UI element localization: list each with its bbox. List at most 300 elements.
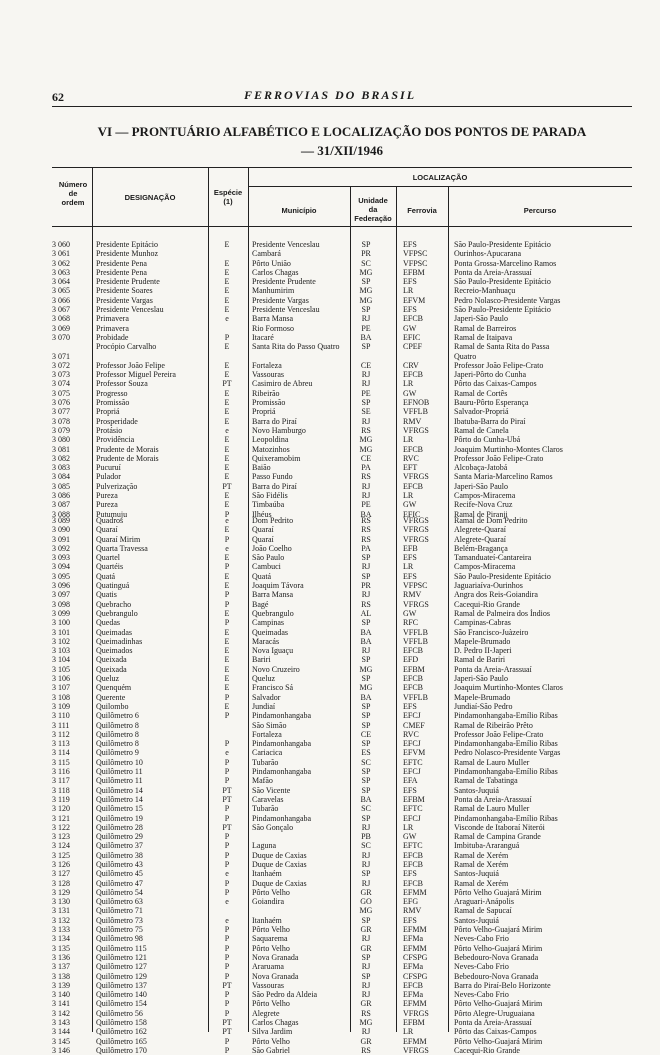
row-designation: Quilômetro 28	[96, 822, 143, 832]
table-row	[52, 544, 632, 553]
row-species: E	[224, 407, 230, 417]
row-designation: Protásio	[96, 425, 123, 435]
row-railway: VFPSC	[403, 581, 428, 591]
row-designation: Quilômetro 8	[96, 720, 139, 730]
row-route: Ramal de Canela	[454, 425, 509, 435]
row-state: PR	[361, 581, 371, 591]
row-municipality: Vassouras	[252, 370, 284, 380]
row-species: E	[224, 571, 230, 581]
table-row	[52, 445, 632, 454]
row-designation: Quilômetro 43	[96, 859, 143, 869]
row-municipality: Ribeirão	[252, 388, 280, 398]
row-designation: Quilômetro 9	[96, 748, 139, 758]
row-number: 3 082	[52, 453, 70, 463]
row-municipality: Cambará	[252, 249, 281, 259]
row-species: E	[224, 240, 230, 249]
row-number: 3 108	[52, 692, 70, 702]
row-number: 3 074	[52, 379, 70, 389]
row-state: RS	[361, 425, 371, 435]
table-row	[52, 674, 632, 683]
row-state: MG	[359, 295, 373, 305]
header-percurso: Percurso	[523, 206, 557, 215]
row-municipality: São Pedro da Aldeia	[252, 990, 318, 1000]
table-row	[52, 981, 632, 990]
row-railway: EFCB	[403, 481, 424, 491]
table-row	[52, 590, 632, 599]
table-row	[52, 841, 632, 850]
row-municipality: Casimiro de Abreu	[252, 379, 313, 389]
row-species: PT	[222, 785, 232, 795]
table-row	[52, 1027, 632, 1036]
table-row	[52, 637, 632, 646]
row-number: 3 125	[52, 850, 70, 860]
row-state: SP	[361, 767, 371, 777]
row-railway: EFTC	[403, 804, 423, 814]
row-state: CE	[360, 360, 372, 370]
row-state: SP	[361, 674, 371, 684]
row-municipality: Maracás	[252, 636, 280, 646]
row-number: 3 067	[52, 305, 70, 315]
row-number: 3 141	[52, 999, 70, 1009]
table-row	[52, 305, 632, 314]
row-designation: Quilombo	[96, 701, 129, 711]
row-municipality: Presidente Vargas	[252, 295, 309, 305]
row-designation: Quilômetro 37	[96, 841, 143, 851]
row-species: e	[225, 897, 229, 907]
row-railway: RVC	[403, 453, 419, 463]
row-route: Pôrto Velho-Guajará Mirim	[454, 925, 543, 935]
row-designation: Promissão	[96, 398, 130, 408]
row-railway: EFS	[403, 305, 417, 315]
row-municipality: Silva Jardim	[252, 1027, 293, 1037]
row-number: 3 073	[52, 370, 70, 380]
row-state: BA	[360, 636, 372, 646]
row-number: 3 111	[52, 720, 70, 730]
row-route: Belém-Bragança	[454, 543, 508, 553]
row-state: RS	[361, 534, 371, 544]
row-species: P	[224, 999, 230, 1009]
row-municipality: Bariri	[252, 655, 271, 665]
row-route: Japeri-Pôrto do Cunha	[454, 370, 526, 380]
row-municipality: Passo Fundo	[252, 472, 293, 482]
row-route: São Paulo-Presidente Epitácio	[454, 240, 551, 249]
row-species: E	[224, 636, 230, 646]
row-species: P	[224, 590, 230, 600]
row-route: Ponta da Areia-Arassuaí	[454, 267, 532, 277]
row-route: Alegrete-Quaraí	[454, 534, 506, 544]
row-municipality: Nova Granada	[252, 952, 299, 962]
row-designation: Presidente Vargas	[96, 295, 153, 305]
row-species: PT	[222, 481, 232, 491]
row-number: 3 106	[52, 674, 70, 684]
row-route: Neves-Cabo Frio	[454, 934, 509, 944]
row-municipality: Barra do Piraí	[252, 416, 297, 426]
row-species: E	[224, 370, 230, 380]
table-top-rule	[52, 167, 632, 168]
row-number: 3 086	[52, 491, 70, 501]
table-row	[52, 869, 632, 878]
row-route: Quatro	[454, 351, 477, 361]
row-designation: Putumuju	[96, 509, 128, 519]
row-state: SP	[361, 739, 371, 749]
row-route: Ibatuba-Barra do Piraí	[454, 416, 526, 426]
row-railway: CFSPG	[403, 952, 428, 962]
row-route: Japeri-São Paulo	[454, 674, 508, 684]
row-railway: RMV	[403, 590, 422, 600]
row-municipality: Presidente Prudente	[252, 277, 316, 287]
row-species: E	[224, 360, 230, 370]
row-state: RJ	[361, 646, 371, 656]
row-number: 3 124	[52, 841, 70, 851]
row-state: RJ	[361, 934, 371, 944]
row-species: P	[224, 962, 230, 972]
row-railway: RFC	[403, 618, 419, 628]
row-municipality: Barra do Piraí	[252, 481, 297, 491]
row-species: P	[224, 841, 230, 851]
row-designation: Progresso	[96, 388, 128, 398]
table-row	[52, 553, 632, 562]
row-designation: Providência	[96, 435, 135, 445]
row-state: SP	[361, 398, 371, 408]
row-route: Pindamonhangaba-Emílio Ribas	[454, 813, 558, 823]
row-number: 3 115	[52, 757, 70, 767]
row-species: E	[224, 581, 230, 591]
row-railway: RMV	[403, 416, 422, 426]
row-species: P	[224, 971, 230, 981]
row-railway: EFCB	[403, 878, 424, 888]
row-state: MG	[359, 906, 373, 916]
row-species: E	[224, 305, 230, 315]
row-route: Ramal de Lauro Muller	[454, 804, 530, 814]
table-row	[52, 702, 632, 711]
row-species: P	[224, 859, 230, 869]
row-municipality: Quatá	[252, 571, 272, 581]
row-municipality: Pôrto Velho	[252, 943, 290, 953]
table-row	[52, 916, 632, 925]
row-designation: Queixada	[96, 664, 127, 674]
row-municipality: Pôrto Velho	[252, 887, 290, 897]
row-railway: EFB	[403, 543, 418, 553]
row-railway: LR	[403, 1027, 414, 1037]
row-species: e	[225, 915, 229, 925]
row-municipality: Nova Iguaçu	[252, 646, 294, 656]
row-designation: Quilômetro 170	[96, 1045, 147, 1055]
row-number: 3 069	[52, 323, 70, 333]
row-number: 3 102	[52, 636, 70, 646]
row-route: Jaguariaíva-Ourinhos	[454, 581, 523, 591]
table-row	[52, 500, 632, 509]
row-species: E	[224, 646, 230, 656]
header-numero-line: Número	[58, 180, 88, 189]
row-route: Araguari-Anápolis	[454, 897, 514, 907]
row-designation: Quilômetro 11	[96, 776, 143, 786]
table-row	[52, 832, 632, 841]
row-state: BA	[360, 794, 372, 804]
row-number: 3 072	[52, 360, 70, 370]
table-row	[52, 1037, 632, 1046]
row-number: 3 090	[52, 525, 70, 535]
row-state: PE	[361, 500, 371, 510]
row-state: SP	[361, 720, 371, 730]
row-municipality: Manhumirim	[252, 286, 295, 296]
row-railway: VFPSC	[403, 258, 428, 268]
row-number: 3 087	[52, 500, 70, 510]
row-state: PE	[361, 388, 371, 398]
row-railway: EFVM	[403, 748, 426, 758]
row-state: PB	[361, 832, 371, 842]
table-row	[52, 240, 632, 249]
table-row	[52, 925, 632, 934]
row-route: Ponta Grossa-Marcelino Ramos	[454, 258, 557, 268]
table-row	[52, 879, 632, 888]
table-row	[52, 944, 632, 953]
row-railway: EFMM	[403, 1036, 427, 1046]
row-route: Professor João Felipe-Crato	[454, 453, 544, 463]
row-number: 3 098	[52, 599, 70, 609]
row-state: MG	[359, 286, 373, 296]
row-municipality: Joaquim Távora	[252, 581, 304, 591]
row-municipality: Promissão	[252, 398, 286, 408]
row-state: SP	[361, 305, 371, 315]
table-row	[52, 286, 632, 295]
row-railway: LR	[403, 562, 414, 572]
row-railway: EFCB	[403, 980, 424, 990]
header-unidade-line: Unidade	[358, 196, 388, 205]
row-number: 3 143	[52, 1018, 70, 1028]
row-number: 3 144	[52, 1027, 70, 1037]
row-number: 3 133	[52, 925, 70, 935]
row-state: PE	[361, 323, 371, 333]
row-municipality: Quixeramobim	[252, 453, 301, 463]
row-number: 3 094	[52, 562, 70, 572]
row-railway: EFD	[403, 655, 419, 665]
row-municipality: São Fidélis	[252, 491, 288, 501]
row-number: 3 060	[52, 240, 70, 249]
row-route: Ramal de Palmeira dos Índios	[454, 608, 550, 618]
row-species: PT	[222, 822, 232, 832]
row-species: P	[224, 509, 230, 519]
table-row	[52, 906, 632, 915]
row-designation: Quilômetro 14	[96, 785, 143, 795]
row-number: 3 091	[52, 534, 70, 544]
row-state: SP	[361, 571, 371, 581]
row-railway: LR	[403, 379, 414, 389]
header-rule	[52, 106, 632, 107]
row-route: Cacequi-Rio Grande	[454, 599, 520, 609]
row-route: Pedro Nolasco-Presidente Vargas	[454, 295, 561, 305]
row-municipality: Bagé	[252, 599, 269, 609]
table-row	[52, 739, 632, 748]
row-designation: Presidente Pena	[96, 267, 147, 277]
row-route: São Paulo-Presidente Epitácio	[454, 277, 551, 287]
row-state: RS	[361, 525, 371, 535]
row-railway: EFNOB	[403, 398, 430, 408]
table-row	[52, 370, 632, 379]
row-route: Campinas-Cabras	[454, 618, 511, 628]
row-municipality: Propriá	[252, 407, 276, 417]
row-route: Ponta da Areia-Arassuaí	[454, 794, 532, 804]
row-municipality: Queimadas	[252, 627, 288, 637]
row-municipality: Presidente Venceslau	[252, 240, 320, 249]
header-numero	[54, 180, 92, 207]
row-state: MG	[359, 664, 373, 674]
table-row	[52, 259, 632, 268]
row-route: Recreio-Manhuaçu	[454, 286, 516, 296]
row-species: e	[225, 869, 229, 879]
row-number: 3 104	[52, 655, 70, 665]
row-municipality: São Paulo	[252, 553, 285, 563]
row-municipality: Jundiaí	[252, 701, 276, 711]
row-species: E	[224, 286, 230, 296]
row-species: E	[224, 295, 230, 305]
row-designation: Quarta Travessa	[96, 543, 148, 553]
row-number: 3 137	[52, 962, 70, 972]
row-railway: RVC	[403, 729, 419, 739]
row-designation: Queluz	[96, 674, 120, 684]
table-row	[52, 999, 632, 1008]
table-row	[52, 249, 632, 258]
row-designation: Prudente de Morais	[96, 444, 159, 454]
table-row	[52, 748, 632, 757]
table-row	[52, 1018, 632, 1027]
row-railway: EFCJ	[403, 711, 421, 721]
row-designation: Pulverização	[96, 481, 138, 491]
row-state: RJ	[361, 822, 371, 832]
row-species: P	[224, 925, 230, 935]
row-designation: Quatinguá	[96, 581, 130, 591]
table-row	[52, 823, 632, 832]
row-number: 3 089	[52, 516, 70, 525]
row-state: AL	[360, 608, 372, 618]
table-row	[52, 962, 632, 971]
row-number: 3 138	[52, 971, 70, 981]
row-number: 3 105	[52, 664, 70, 674]
table-row	[52, 953, 632, 962]
table-row	[52, 525, 632, 534]
row-number: 3 093	[52, 553, 70, 563]
row-municipality: Saquarema	[252, 934, 288, 944]
table-row	[52, 296, 632, 305]
row-number: 3 081	[52, 444, 70, 454]
row-railway: VFRGS	[403, 472, 429, 482]
row-number: 3 132	[52, 915, 70, 925]
table-row	[52, 600, 632, 609]
row-number: 3 127	[52, 869, 70, 879]
row-number: 3 129	[52, 887, 70, 897]
row-number: 3 122	[52, 822, 70, 832]
row-railway: EFMM	[403, 887, 427, 897]
row-route: Pôrto das Caixas-Campos	[454, 379, 537, 389]
row-railway: EFCB	[403, 850, 424, 860]
row-state: RS	[361, 1045, 371, 1055]
row-number: 3 146	[52, 1045, 70, 1055]
row-route: Pôrto Velho-Guajará Mirim	[454, 943, 543, 953]
row-route: Bauru-Pôrto Esperança	[454, 398, 529, 408]
row-species: P	[224, 618, 230, 628]
row-number: 3 128	[52, 878, 70, 888]
row-species: P	[224, 757, 230, 767]
row-municipality: Carlos Chagas	[252, 267, 299, 277]
row-municipality: Barra Mansa	[252, 314, 294, 324]
row-species: P	[224, 1008, 230, 1018]
row-designation: Queimadas	[96, 627, 132, 637]
row-municipality: Barra Mansa	[252, 590, 294, 600]
table-row	[52, 268, 632, 277]
row-state: RJ	[361, 859, 371, 869]
row-number: 3 110	[52, 711, 70, 721]
row-number: 3 099	[52, 608, 70, 618]
row-railway: EFTC	[403, 841, 423, 851]
row-municipality: São Simão	[252, 720, 287, 730]
row-state: BA	[360, 332, 372, 342]
row-route: Santos-Juquiá	[454, 785, 499, 795]
row-state: SP	[361, 553, 371, 563]
row-railway: EFS	[403, 701, 417, 711]
table-row	[52, 860, 632, 869]
row-designation: Procópio Carvalho	[96, 342, 157, 352]
row-state: SC	[361, 258, 371, 268]
row-species: PT	[222, 1027, 232, 1037]
row-route: Ramal de Ribeirão Prêto	[454, 720, 533, 730]
row-route: Santos-Juquiá	[454, 915, 499, 925]
row-state: SP	[361, 277, 371, 287]
row-municipality: Pôrto Velho	[252, 999, 290, 1009]
row-designation: Quilômetro 38	[96, 850, 143, 860]
table-row	[52, 398, 632, 407]
row-species: E	[224, 627, 230, 637]
header-especie-line: Espécie	[213, 188, 243, 197]
row-number: 3 070	[52, 332, 70, 342]
row-state: SP	[361, 342, 371, 352]
row-railway: EFMM	[403, 925, 427, 935]
table-row	[52, 333, 632, 342]
row-state: RJ	[361, 590, 371, 600]
row-railway: EFCB	[403, 444, 424, 454]
row-species: E	[224, 683, 230, 693]
row-state: SP	[361, 240, 371, 249]
row-railway: VFRGS	[403, 425, 429, 435]
row-species: PT	[222, 980, 232, 990]
localizacao-rule	[248, 186, 632, 187]
row-railway: EFS	[403, 571, 417, 581]
table-row	[52, 516, 632, 525]
table-row	[52, 683, 632, 692]
row-state: GR	[360, 999, 372, 1009]
row-municipality: Itacaré	[252, 332, 274, 342]
row-railway: CFSPG	[403, 971, 428, 981]
row-municipality: Fortaleza	[252, 729, 282, 739]
row-route: Pindamonhangaba-Emílio Ribas	[454, 739, 558, 749]
row-designation: Prudente de Morais	[96, 453, 159, 463]
row-railway: VFFLB	[403, 692, 428, 702]
row-state: RS	[361, 516, 371, 525]
row-municipality: Nova Granada	[252, 971, 299, 981]
row-route: Alegrete-Quaraí	[454, 525, 506, 535]
row-species: P	[224, 813, 230, 823]
row-state: RJ	[361, 491, 371, 501]
row-designation: Primavera	[96, 314, 129, 324]
row-route: Imbituba-Araranguá	[454, 841, 520, 851]
row-group-1	[52, 240, 632, 519]
row-species: E	[224, 674, 230, 684]
row-designation: Quilômetro 8	[96, 739, 139, 749]
row-municipality: Fortaleza	[252, 360, 282, 370]
row-designation: Quatis	[96, 590, 117, 600]
row-designation: Quilômetro 8	[96, 729, 139, 739]
table-row	[52, 482, 632, 491]
row-municipality: Vassouras	[252, 980, 284, 990]
row-species: P	[224, 990, 230, 1000]
